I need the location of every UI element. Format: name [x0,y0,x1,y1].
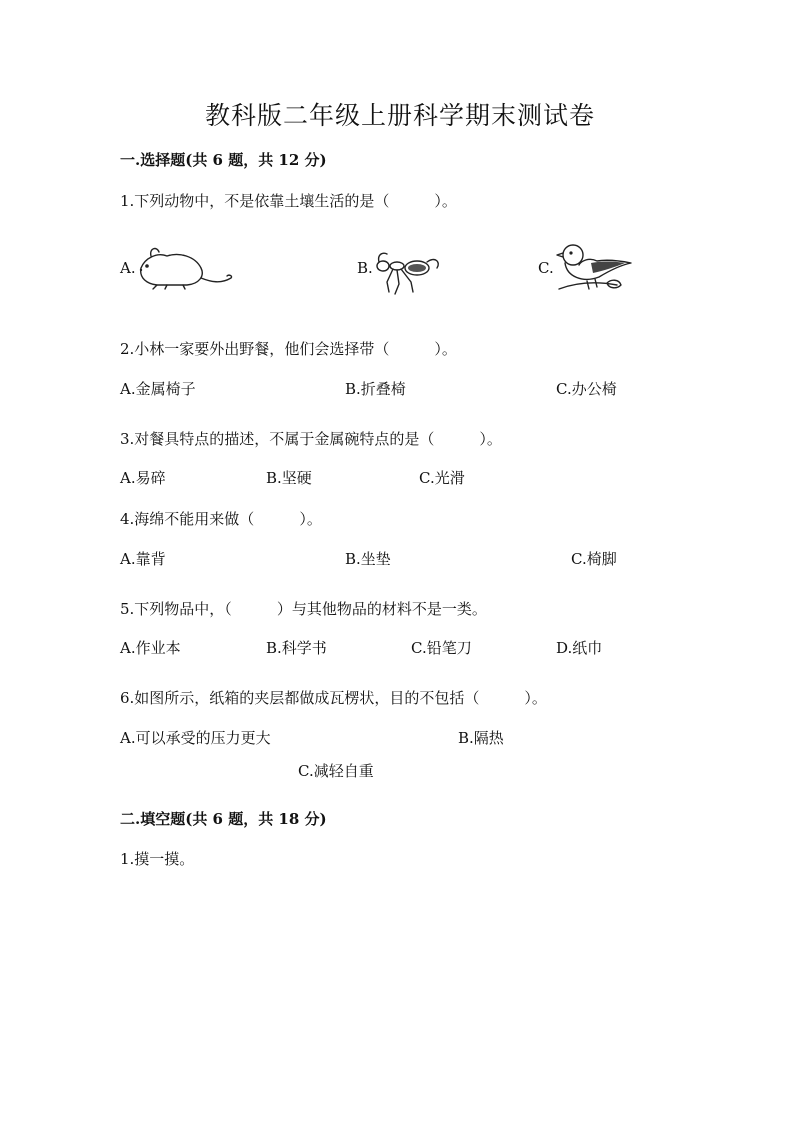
option-text: A.易碎 [120,469,166,487]
question-stem: 3.对餐具特点的描述，不属于金属碗特点的是（ ）。 [120,430,502,448]
option-text: B.隔热 [458,729,504,747]
option-text: B.科学书 [266,639,327,657]
option-text: B.折叠椅 [345,380,406,398]
option-text: C.椅脚 [571,550,617,568]
option-text: A.靠背 [120,550,166,568]
question-stem: 6.如图所示，纸箱的夹层都做成瓦楞状，目的不包括（ ）。 [120,689,547,707]
option-label: A. [120,259,136,277]
section-heading-fill: 二.填空题(共 6 题，共 18 分) [120,810,327,828]
option-label: C. [538,259,554,277]
option-text: A.作业本 [120,639,181,657]
question-stem: 2.小林一家要外出野餐，他们会选择带（ ）。 [120,340,457,358]
option-text: A.可以承受的压力更大 [120,729,271,747]
page-title: 教科版二年级上册科学期末测试卷 [204,101,595,130]
option-text: C.办公椅 [556,380,617,398]
option-text: B.坐垫 [345,550,391,568]
option-text: C.光滑 [419,469,465,487]
question-stem: 1.下列动物中，不是依靠土壤生活的是（ ）。 [120,192,457,210]
option-text: A.金属椅子 [120,380,196,398]
question-stem: 4.海绵不能用来做（ ）。 [120,510,322,528]
ant-icon [371,248,443,296]
option-text: C.减轻自重 [298,762,374,780]
bird-icon [551,239,633,297]
section-heading-choice: 一.选择题(共 6 题，共 12 分) [120,151,327,169]
mouse-icon [133,242,237,292]
question-stem: 5.下列物品中，（ ）与其他物品的材料不是一类。 [120,600,487,618]
option-text: C.铅笔刀 [411,639,472,657]
option-text: B.坚硬 [266,469,312,487]
option-text: D.纸巾 [556,639,603,657]
option-label: B. [357,259,373,277]
question-stem: 1.摸一摸。 [120,850,195,868]
